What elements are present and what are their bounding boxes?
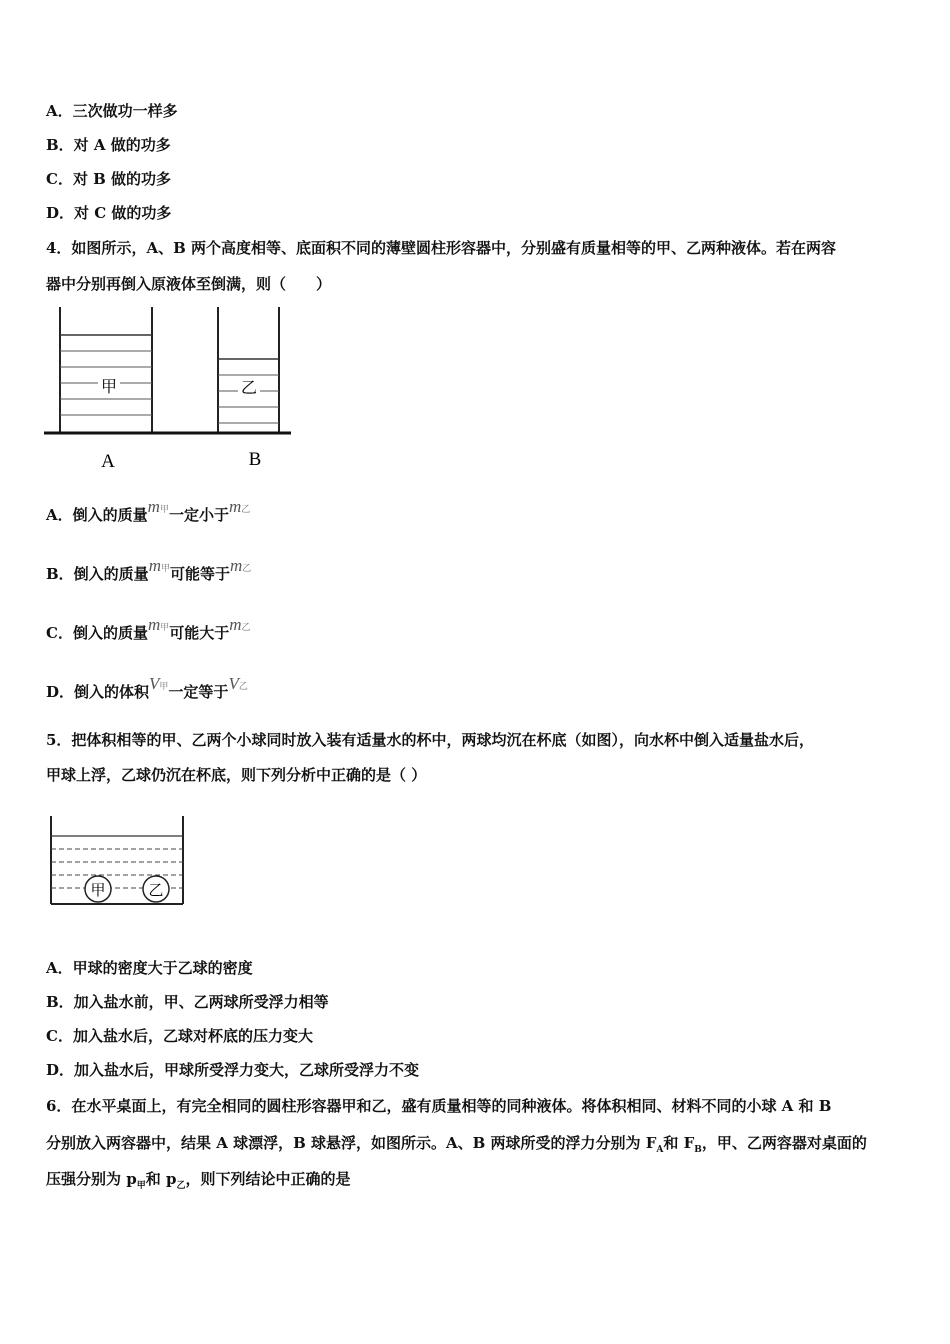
q4-option-a-sym2: m乙 (228, 497, 251, 516)
q4-option-a-sym1: m甲 (147, 497, 169, 516)
q4-option-d-sym2: V乙 (228, 674, 248, 693)
q4-container-b-label: 乙 (240, 380, 258, 397)
q3-option-d: D．对 C 做的功多 (46, 204, 172, 222)
q5-ball-yi-label: 乙 (148, 883, 164, 899)
q5-option-b: B．加入盐水前，甲、乙两球所受浮力相等 (46, 993, 329, 1011)
q6-stem-line1: 6．在水平桌面上，有完全相同的圆柱形容器甲和乙，盛有质量相等的同种液体。将体积相同、材料不同的小球 A 和 B (46, 1097, 832, 1115)
q4-option-b-sym1: m甲 (148, 556, 170, 575)
q6-stem-line2: 分别放入两容器中，结果 A 球漂浮，B 球悬浮，如图所示。A、B 两球所受的浮力分别为 $F_A$和 $F_B$，甲、乙两容器对桌面的 (46, 1134, 867, 1155)
q3-option-c: C．对 B 做的功多 (46, 170, 172, 188)
q5-ball-jia-label: 甲 (90, 883, 106, 899)
q4-caption-a: A (101, 451, 115, 472)
q4-stem-line1: 4．如图所示，A、B 两个高度相等、底面积不同的薄壁圆柱形容器中，分别盛有质量相等的甲、乙两种液体。若在两容 (46, 239, 836, 257)
q4-option-c-sym2: m乙 (229, 615, 251, 634)
q6-stem-line3: 压强分别为 $p_甲$和 $p_乙$，则下列结论中正确的是 (46, 1170, 351, 1191)
q4-container-a-label: 甲 (100, 379, 118, 396)
q5-stem-line1: 5．把体积相等的甲、乙两个小球同时放入装有适量水的杯中，两球均沉在杯底（如图），向水杯中倒入适量盐水后， (46, 731, 814, 749)
q4-option-b: B．倒入的质量m甲可能等于m乙 (46, 556, 252, 583)
q5-option-c: C．加入盐水后，乙球对杯底的压力变大 (46, 1027, 313, 1045)
q4-stem-line2: 器中分别再倒入原液体至倒满，则（ ） (46, 275, 332, 293)
q4-option-d-sym1: V甲 (149, 674, 169, 693)
q5-option-a: A．甲球的密度大于乙球的密度 (46, 959, 253, 977)
q5-stem-line2: 甲球上浮，乙球仍沉在杯底，则下列分析中正确的是（ ） (46, 766, 427, 784)
q3-option-a: A．三次做功一样多 (46, 102, 178, 120)
q4-option-d: D．倒入的体积V甲一定等于V乙 (46, 674, 248, 701)
q4-option-a: A．倒入的质量m甲一定小于m乙 (46, 497, 251, 524)
q5-option-d: D．加入盐水后，甲球所受浮力变大，乙球所受浮力不变 (46, 1061, 420, 1079)
q4-option-c: C．倒入的质量m甲可能大于m乙 (46, 615, 251, 642)
q4-option-b-sym2: m乙 (230, 556, 252, 575)
q4-figure (44, 305, 294, 475)
q5-figure (46, 814, 191, 912)
q4-option-c-sym1: m甲 (147, 615, 170, 634)
q4-caption-b: B (248, 449, 262, 470)
q3-option-b: B．对 A 做的功多 (46, 136, 171, 154)
